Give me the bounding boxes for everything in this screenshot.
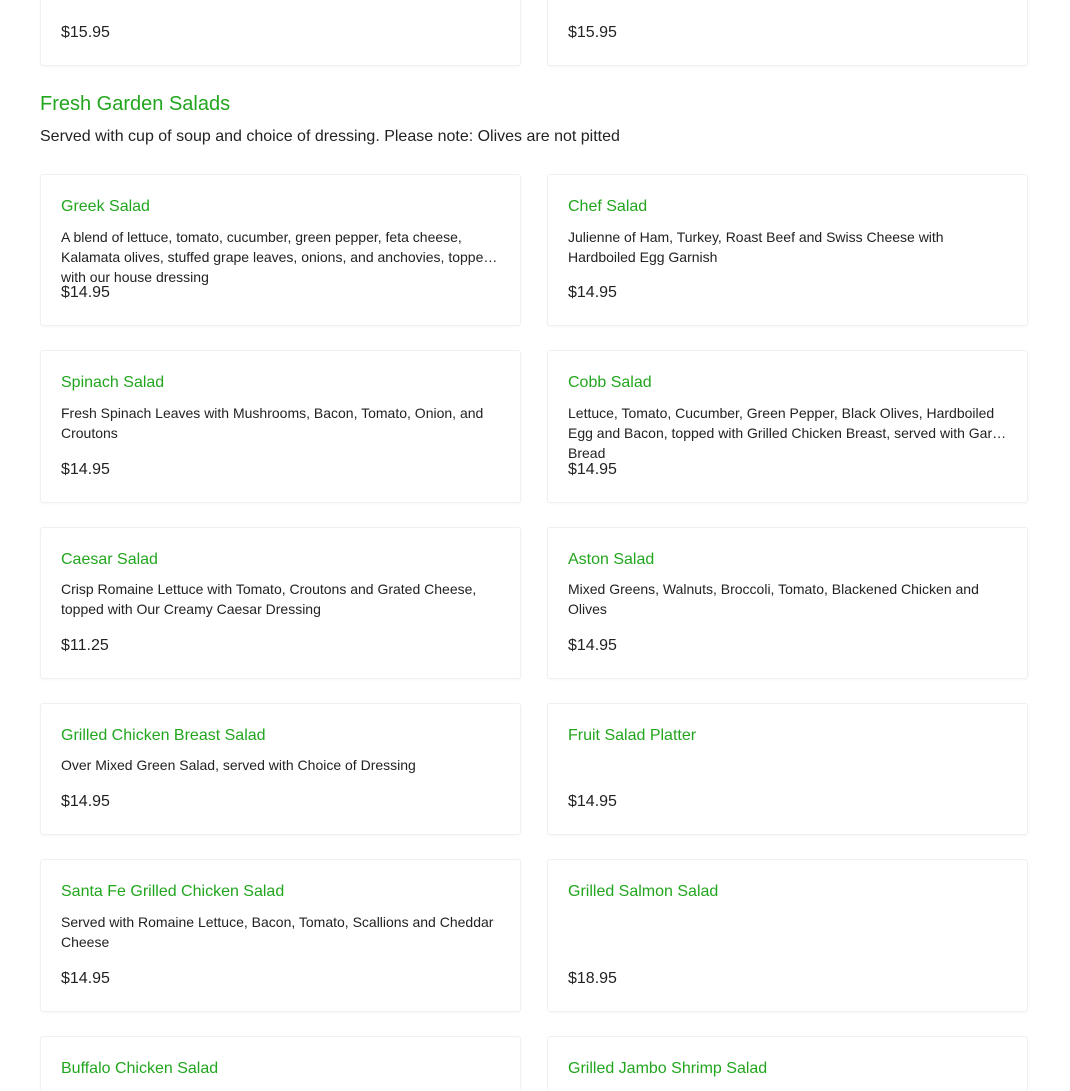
- item-price: $14.95: [568, 461, 617, 478]
- item-price: $14.95: [568, 637, 617, 654]
- item-description: Over Mixed Green Salad, served with Choice of Dressing: [61, 757, 416, 773]
- item-price: $15.95: [568, 24, 617, 41]
- item-price: $14.95: [61, 461, 110, 478]
- item-description: Served with Romaine Lettuce, Bacon, Tomato, Scallions and Cheddar Cheese: [61, 914, 494, 950]
- item-price: $14.95: [61, 284, 110, 301]
- menu-item-card[interactable]: [547, 0, 1028, 66]
- menu-item-card[interactable]: [547, 350, 1028, 503]
- item-price: $18.95: [568, 970, 617, 987]
- menu-item-card[interactable]: [40, 174, 521, 326]
- item-name: Aston Salad: [568, 551, 655, 568]
- menu-item-card[interactable]: [40, 527, 521, 679]
- item-name: Grilled Chicken Breast Salad: [61, 727, 266, 744]
- item-description: Mixed Greens, Walnuts, Broccoli, Tomato, Blackened Chicken and Olives: [568, 581, 979, 617]
- item-price: $11.25: [61, 637, 109, 654]
- item-name: Spinach Salad: [61, 374, 165, 391]
- item-description: Crisp Romaine Lettuce with Tomato, Croutons and Grated Cheese, topped with Our Creamy Caesar Dressing: [61, 581, 477, 617]
- item-price: $15.95: [61, 24, 110, 41]
- item-name: Buffalo Chicken Salad: [61, 1060, 219, 1077]
- menu-item-card[interactable]: [547, 174, 1028, 326]
- menu-item-card[interactable]: [547, 703, 1028, 835]
- item-name: Grilled Jambo Shrimp Salad: [568, 1060, 768, 1077]
- menu-item-card[interactable]: [40, 703, 521, 835]
- menu-item-card[interactable]: [40, 1036, 521, 1091]
- item-name: Cobb Salad: [568, 374, 652, 391]
- item-price: $14.95: [568, 284, 617, 301]
- item-description: Julienne of Ham, Turkey, Roast Beef and Swiss Cheese with Hardboiled Egg Garnish: [568, 229, 944, 265]
- item-name: Grilled Salmon Salad: [568, 883, 719, 900]
- menu-item-card[interactable]: [547, 1036, 1028, 1091]
- item-name: Santa Fe Grilled Chicken Salad: [61, 883, 285, 900]
- section-title: Fresh Garden Salads: [40, 93, 231, 115]
- item-name: Chef Salad: [568, 198, 648, 215]
- menu-item-card[interactable]: [547, 859, 1028, 1012]
- item-description: Fresh Spinach Leaves with Mushrooms, Bacon, Tomato, Onion, and Croutons: [61, 405, 484, 441]
- menu-item-card[interactable]: [547, 527, 1028, 679]
- item-price: $14.95: [568, 793, 617, 810]
- item-description: A blend of lettuce, tomato, cucumber, green pepper, feta cheese, Kalamata olives, stuffed grape leaves, onions, and anchovies, topped with our house dressing: [61, 229, 492, 285]
- item-name: Fruit Salad Platter: [568, 727, 697, 744]
- menu-item-card[interactable]: [40, 350, 521, 503]
- menu-item-card[interactable]: [40, 0, 521, 66]
- item-price: $14.95: [61, 970, 110, 987]
- section-note: Served with cup of soup and choice of dressing. Please note: Olives are not pitted: [40, 128, 620, 145]
- item-description: Lettuce, Tomato, Cucumber, Green Pepper, Black Olives, Hardboiled Egg and Bacon, topped with Grilled Chicken Breast, served with Garlic Bread: [568, 405, 1006, 461]
- menu-item-card[interactable]: [40, 859, 521, 1012]
- item-name: Caesar Salad: [61, 551, 158, 568]
- item-name: Greek Salad: [61, 198, 150, 215]
- item-price: $14.95: [61, 793, 110, 810]
